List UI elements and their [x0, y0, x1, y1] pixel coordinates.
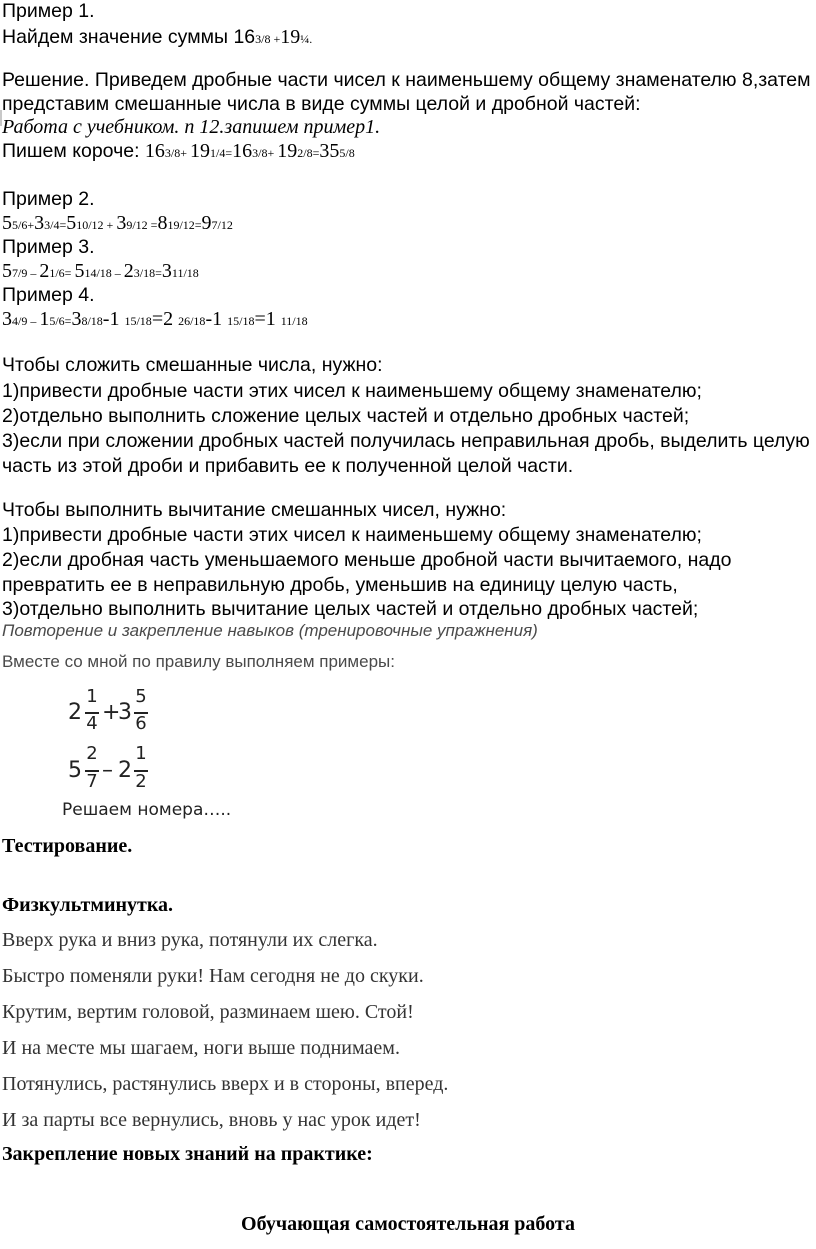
ex2_expr-fraction: 10/12 + — [76, 218, 117, 232]
examples-image — [42, 686, 257, 826]
subtraction-rule-step-2a: 2)если дробная часть уменьшаемого меньше дробной части вычитаемого, надо — [2, 549, 732, 571]
subtraction-rule-title: Чтобы выполнить вычитание смешанных чисел, нужно: — [2, 499, 507, 521]
short_expr-term: 16 — [232, 140, 253, 162]
example-3-title: Пример 3. — [2, 236, 95, 258]
short_expr-term: 19 — [190, 140, 211, 162]
example-1-task-mid: 19 — [280, 26, 301, 48]
addition-rule-step-3a: 3)если при сложении дробных частей получилась неправильная дробь, выделить целую — [2, 430, 810, 452]
ex2_expr-fraction: 7/12 — [211, 218, 233, 232]
short_expr-term: 19 — [277, 140, 298, 162]
solution-line-2: представим смешанные числа в виде суммы целой и дробной частей: — [2, 93, 641, 115]
example-4-expression — [2, 308, 308, 331]
ex3_expr-term: 2 — [39, 260, 50, 282]
ex2_expr-term: 5 — [66, 212, 77, 234]
ex4_expr-term: 3 — [71, 308, 82, 330]
ex2_expr-term: 3 — [116, 212, 127, 234]
independent-work-heading: Обучающая самостоятельная работа — [241, 1213, 575, 1235]
img-e2-op: – — [102, 758, 113, 783]
example-3-expression — [2, 260, 199, 283]
ex2_expr-term: 9 — [201, 212, 212, 234]
ex4_expr-term: =1 — [254, 308, 281, 330]
poem-line: И на месте мы шагаем, ноги выше поднимаем. — [2, 1037, 400, 1059]
solution-line-1: Решение. Приведем дробные части чисел к наименьшему общему знаменателю 8,затем — [2, 69, 811, 91]
example-4-title: Пример 4. — [2, 284, 95, 306]
ex4_expr-fraction: 15/18 — [227, 314, 255, 328]
ex2_expr-term: 5 — [2, 212, 12, 234]
ex3_expr-term: 3 — [161, 260, 172, 282]
img-e2-den-1: 7 — [86, 771, 98, 792]
ex2_expr-term: 3 — [34, 212, 45, 234]
example-1-task — [2, 26, 312, 49]
poem-line: Вверх рука и вниз рука, потянули их слегка. — [2, 929, 378, 951]
poem-line: Быстро поменяли руки! Нам сегодня не до скуки. — [2, 965, 424, 987]
testing-heading: Тестирование. — [2, 835, 133, 857]
short_expr-fraction: 3/8+ — [252, 146, 278, 160]
short_expr-fraction: 5/8 — [339, 146, 355, 160]
ex3_expr-term: 2 — [123, 260, 134, 282]
img-e1-num-1: 1 — [86, 686, 98, 707]
ex2_expr-fraction: 3/4= — [44, 218, 67, 232]
ex2_expr-fraction: 19/12= — [167, 218, 202, 232]
poem-line: Крутим, вертим головой, разминаем шею. Стой! — [2, 1001, 414, 1023]
img-e2-num-1: 2 — [86, 743, 98, 764]
ex4_expr-term: -1 — [205, 308, 228, 330]
addition-rule-step-2: 2)отдельно выполнить сложение целых частей и отдельно дробных частей; — [2, 405, 690, 427]
ex3_expr-fraction: 11/18 — [171, 266, 199, 280]
img-caption: Решаем номера….. — [62, 800, 232, 820]
textbook-note: Работа с учебником. п 12.запишем пример1. — [2, 116, 381, 138]
ex2_expr-term: 8 — [157, 212, 168, 234]
ex4_expr-term: -1 — [102, 308, 125, 330]
short_expr-fraction: 1/4= — [210, 146, 233, 160]
img-e2-num-2: 1 — [135, 743, 147, 764]
short_expr-term: 35 — [319, 140, 340, 162]
ex4_expr-term: 1 — [39, 308, 50, 330]
poem-line: Потянулись, растянулись вверх и в стороны, вперед. — [2, 1073, 449, 1095]
img-e2-whole-1: 5 — [68, 758, 82, 783]
consolidation-heading: Закрепление новых знаний на практике: — [2, 1143, 373, 1165]
ex2_expr-fraction: 5/6+ — [12, 218, 35, 232]
short-form-line — [2, 140, 355, 163]
short_expr-term: 16 — [144, 140, 165, 162]
ex2_expr-fraction: 9/12 = — [126, 218, 158, 232]
addition-rule-step-1: 1)привести дробные части этих чисел к наименьшему общему знаменателю; — [2, 380, 702, 402]
poem-line: И за парты все вернулись, вновь у нас урок идет! — [2, 1109, 421, 1131]
ex3_expr-fraction: 14/18 – — [84, 266, 124, 280]
img-e1-whole-2: 3 — [118, 700, 132, 725]
ex3_expr-term: 5 — [74, 260, 85, 282]
ex4_expr-fraction: 11/18 — [280, 314, 308, 328]
img-e1-den-2: 6 — [135, 713, 147, 734]
example-1-title: Пример 1. — [2, 0, 95, 22]
physical-break-heading: Физкультминутка. — [2, 894, 174, 916]
ex3_expr-fraction: 3/18= — [133, 266, 162, 280]
ex3_expr-fraction: 7/9 – — [12, 266, 40, 280]
ex3_expr-term: 5 — [2, 260, 12, 282]
addition-rule-step-3b: часть из этой дроби и прибавить ее к полученной целой части. — [2, 455, 574, 477]
ex4_expr-fraction: 5/6= — [49, 314, 72, 328]
img-e1-den-1: 4 — [86, 713, 98, 734]
subtraction-rule-step-2b: превратить ее в неправильную дробь, уменьшив на единицу целую часть, — [2, 574, 678, 596]
practice-heading: Повторение и закрепление навыков (тренировочные упражнения) — [2, 621, 538, 640]
short_expr-fraction: 2/8= — [297, 146, 320, 160]
example-2-expression — [2, 212, 233, 235]
example-1-task-frac-1: 3/8 + — [255, 32, 281, 46]
ex4_expr-term: =2 — [151, 308, 179, 330]
short_expr-fraction: 3/8+ — [164, 146, 191, 160]
ex4_expr-fraction: 4/9 – — [12, 314, 40, 328]
subtraction-rule-step-3: 3)отдельно выполнить вычитание целых частей и отдельно дробных частей; — [2, 598, 699, 620]
img-e1-whole-1: 2 — [68, 700, 82, 725]
example-1-task-frac-2: ¼. — [300, 32, 313, 46]
ex4_expr-term: 3 — [2, 308, 12, 330]
img-e2-whole-2: 2 — [118, 758, 132, 783]
ex4_expr-fraction: 15/18 — [124, 314, 152, 328]
ex4_expr-fraction: 26/18 — [178, 314, 206, 328]
img-e2-den-2: 2 — [135, 771, 147, 792]
img-e1-num-2: 5 — [135, 686, 147, 707]
short-form-expression — [144, 140, 355, 162]
practice-instruction: Вместе со мной по правилу выполняем примеры: — [2, 652, 395, 671]
ex3_expr-fraction: 1/6= — [49, 266, 75, 280]
short-form-label: Пишем короче: — [2, 140, 145, 162]
subtraction-rule-step-1: 1)привести дробные части этих чисел к наименьшему общему знаменателю; — [2, 524, 702, 546]
example-2-title: Пример 2. — [2, 188, 95, 210]
example-1-task-text: Найдем значение суммы 16 — [2, 26, 256, 48]
addition-rule-title: Чтобы сложить смешанные числа, нужно: — [2, 354, 383, 376]
img-e1-op: + — [102, 700, 121, 725]
ex4_expr-fraction: 8/18 — [81, 314, 103, 328]
